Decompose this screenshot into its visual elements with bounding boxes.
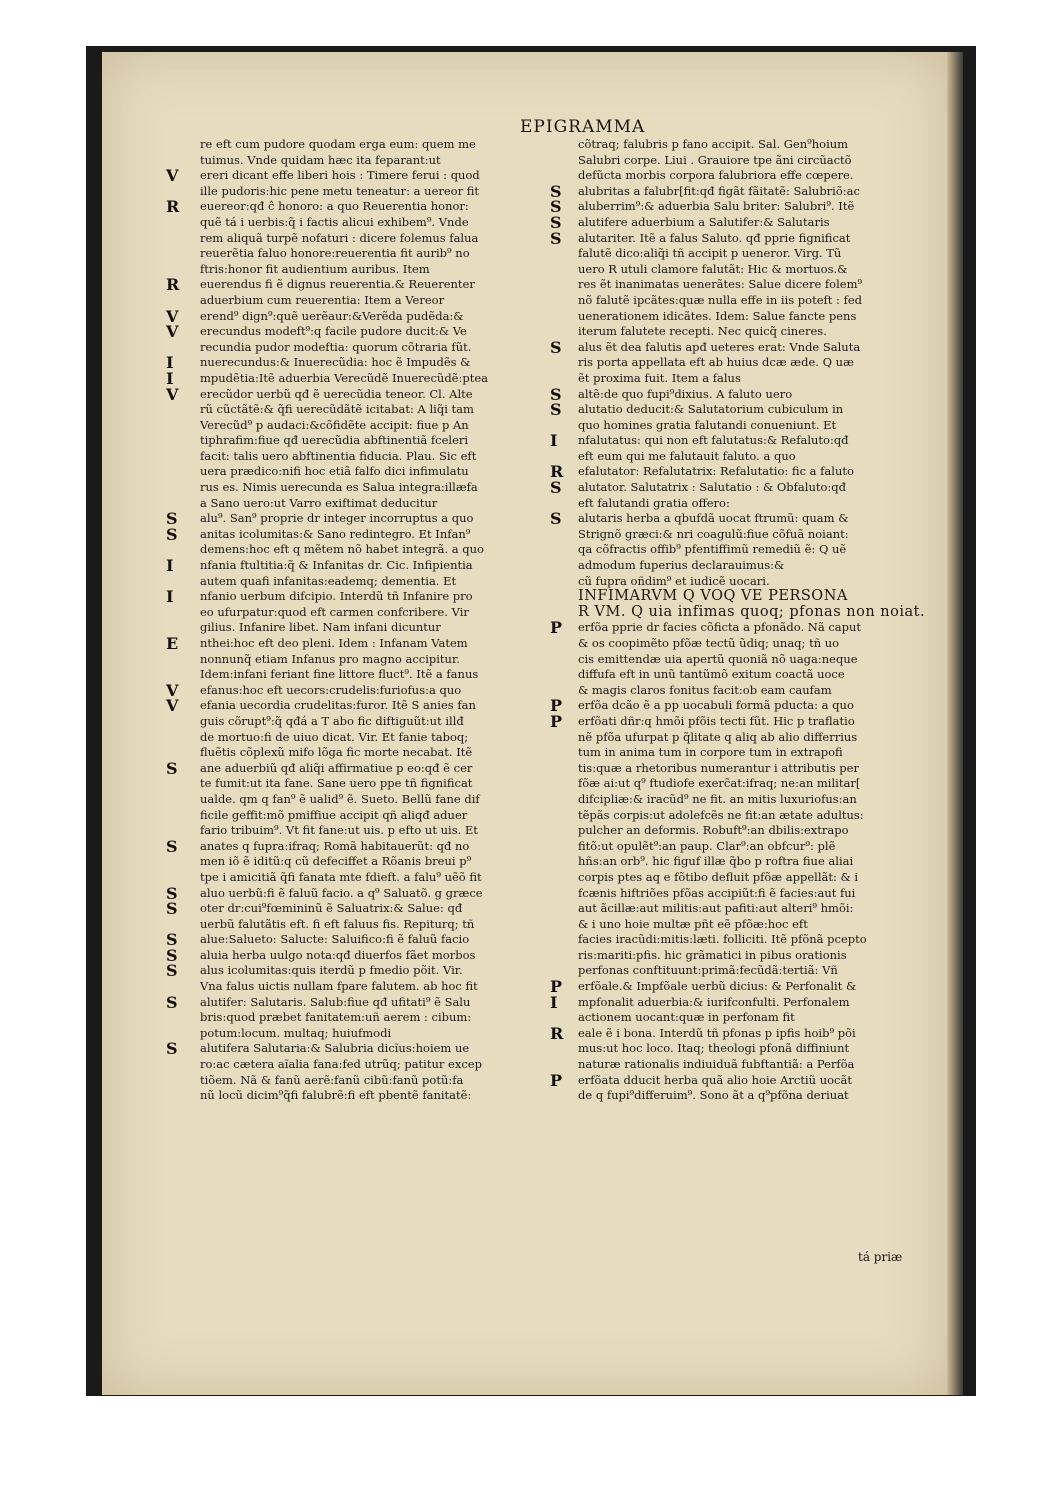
text-line xyxy=(200,137,548,153)
line-text: erfõale.& Impfõale uerbũ dicius: & Perfonalit & xyxy=(578,979,857,994)
line-text: ro:ac cætera aĩalia fana:fed utrũq; patitur excep xyxy=(200,1057,482,1072)
line-text: re eft cum pudore quodam erga eum: quem me xyxy=(200,137,476,151)
line-text: euerendus fi ẽ dignus reuerentia.& Reuerenter xyxy=(200,277,475,292)
line-text: fluẽtis cõplexũ mifo lõga fic morte necabat. Itẽ xyxy=(200,745,473,760)
marginal-initial: S xyxy=(166,883,178,903)
text-line xyxy=(578,293,930,309)
line-text: erecundus modeft⁹:q facile pudore ducit:& Ve xyxy=(200,324,467,339)
marginal-initial: S xyxy=(166,524,178,544)
line-text: alus icolumitas:quis iterdũ p fmedio põit. Vir. xyxy=(200,963,463,978)
text-line xyxy=(578,1010,930,1026)
text-line xyxy=(166,696,548,716)
text-line xyxy=(166,368,548,388)
line-text: fcænis hiftriões pfõas accipiũt:fi ẽ facies:aut fui xyxy=(578,885,856,900)
line-text: alutariter. Itẽ a falus Saluto. qđ pprie fignificat xyxy=(578,230,851,245)
marginal-initial: P xyxy=(550,977,563,997)
text-line xyxy=(578,667,930,683)
line-text: quẽ tá i uerbis:q̃ i factis alicui exhibem⁹. Vnde xyxy=(200,214,469,229)
marginal-initial: I xyxy=(550,992,558,1012)
line-text: tuimus. Vnde quidam hæc ita feparant:ut xyxy=(200,152,441,167)
marginal-initial: S xyxy=(550,478,562,498)
line-text: de q fupi⁹differuim⁹. Sono ãt a q⁹pfõna deriuat xyxy=(578,1088,849,1103)
line-text: reuerẽtia faluo honore:reuerentia fit aurib⁹ no xyxy=(200,246,470,261)
text-line xyxy=(578,324,930,340)
text-line xyxy=(578,730,930,746)
text-line xyxy=(578,948,930,964)
text-line xyxy=(200,184,548,200)
line-text: nfanio uerbum difcipio. Interdũ tñ Infanire pro xyxy=(200,589,473,604)
section-heading: R VM. Q uia infimas quoq; pfonas non noiat. xyxy=(578,604,926,620)
marginal-initial: V xyxy=(166,166,179,186)
text-line xyxy=(166,509,548,529)
line-text: men iõ ẽ iditũ:q cũ defeciffet a Rõanis breui p⁹ xyxy=(200,854,472,869)
text-line xyxy=(200,870,548,886)
text-line xyxy=(550,400,930,420)
line-text: uera prædico:nifi hoc etiã falfo dici infimulatu xyxy=(200,464,469,479)
text-line xyxy=(550,431,930,451)
text-line xyxy=(578,605,930,621)
line-text: Verecũd⁹ p audaci:&cõfidẽte accipit: fiue p An xyxy=(200,417,469,432)
line-text: ane aduerbiũ qđ aliq̃i affirmatiue p eo:qđ ẽ cer xyxy=(200,760,473,775)
line-text: erecũdor uerbũ qđ ẽ uerecũdia teneor. Cl. Alte xyxy=(200,386,473,401)
text-line xyxy=(578,932,930,948)
line-text: nfania ftultitia:q̃ & Infanitas dr. Cic. Infipientia xyxy=(200,558,473,573)
line-text: ris:mariti:pfis. hic grãmatici in pibus orationis xyxy=(578,947,847,962)
marginal-initial: S xyxy=(166,836,178,856)
text-line xyxy=(578,262,930,278)
line-text: de mortuo:fi de uiuo dicat. Vir. Et fanie taboq; xyxy=(200,729,469,744)
text-line xyxy=(200,542,548,558)
marginal-initial: I xyxy=(166,368,174,388)
line-text: eft eum qui me falutauit faluto. a quo xyxy=(578,448,796,463)
text-line xyxy=(550,711,930,731)
line-text: anitas icolumitas:& Sano redintegro. Et Infan⁹ xyxy=(200,526,471,541)
marginal-initial: S xyxy=(166,758,178,778)
text-line xyxy=(166,883,548,903)
text-line xyxy=(200,620,548,636)
line-text: Idem:infani feriant fine littore fluct⁹. Itẽ a fanus xyxy=(200,667,479,682)
text-line xyxy=(166,524,548,544)
text-line xyxy=(578,246,930,262)
text-line xyxy=(200,464,548,480)
text-line xyxy=(578,761,930,777)
marginal-initial: I xyxy=(550,431,558,451)
text-line xyxy=(578,917,930,933)
section-heading: INFIMARVM Q VOQ VE PERSONA xyxy=(578,589,848,605)
line-text: aluberrim⁹:& aduerbia Salu briter: Salubri⁹. Itẽ xyxy=(578,199,855,214)
line-text: cũ fupra oñdim⁹ et iudicẽ uocari. xyxy=(578,573,770,588)
line-text: tpe i amicitiã q̃fi fanata mte fdieft. a falu⁹ uẽõ fit xyxy=(200,869,482,884)
line-text: mpfonalit aduerbia:& iurifconfulti. Perfonalem xyxy=(578,994,850,1009)
text-line xyxy=(578,1057,930,1073)
text-line xyxy=(200,979,548,995)
line-text: tiphrafim:fiue qđ uerecũdia abftinentiã fceleri xyxy=(200,433,469,448)
left-text-column xyxy=(166,137,548,1104)
line-text: autem quafi infanitas:eademq; dementia. Et xyxy=(200,573,457,588)
line-text: alutifer: Salutaris. Salub:fiue qđ ufitati⁹ ẽ Salu xyxy=(200,994,471,1009)
marginal-initial: S xyxy=(166,992,178,1012)
text-line xyxy=(578,277,930,293)
text-line xyxy=(578,963,930,979)
text-line xyxy=(550,228,930,248)
marginal-initial: S xyxy=(550,228,562,248)
line-text: alubritas a falubr[fit:qđ figãt fãitatẽ: Salubriõ:ac xyxy=(578,183,860,198)
line-text: qa cõfractis offib⁹ pfentiffimũ remediũ ẽ: Q uẽ xyxy=(578,542,847,557)
marginal-initial: S xyxy=(166,899,178,919)
line-text: uero R utuli clamore falutãt: Hic & mortuos.& xyxy=(578,261,848,276)
text-line xyxy=(578,355,930,371)
text-line xyxy=(166,322,548,342)
text-line xyxy=(578,449,930,465)
line-text: alus ẽt dea falutis apđ ueteres erat: Vnde Saluta xyxy=(578,339,861,354)
text-line xyxy=(166,836,548,856)
text-line xyxy=(200,823,548,839)
line-text: erfõati dñr:q hmõi pfõis tecti fũt. Hic p traflatio xyxy=(578,713,855,728)
text-line xyxy=(550,197,930,217)
line-text: nõ falutẽ ipcãtes:quæ nulla effe in iis poteft : fed xyxy=(578,292,863,307)
line-text: efania uecordia crudelitas:furor. Itẽ S anies fan xyxy=(200,698,476,713)
line-text: recundia pudor modeftia: quorum cõtraria fũt. xyxy=(200,339,472,354)
line-text: alutatio deducit:& Salutatorium cubiculum in xyxy=(578,402,844,417)
text-line xyxy=(578,1041,930,1057)
text-line xyxy=(166,556,548,576)
line-text: alutifera Salutaria:& Salubria dicĩus:hoiem ue xyxy=(200,1041,470,1056)
line-text: efalutator: Refalutatrix: Refalutatio: fic a faluto xyxy=(578,464,854,479)
line-text: demens:hoc eft q mẽtem nõ habet integrã. a quo xyxy=(200,542,484,557)
line-text: nfalutatus: qui non eft falutatus:& Refaluto:qđ xyxy=(578,433,849,448)
line-text: alutator. Salutatrix : Salutatio : & Obfaluto:qđ xyxy=(578,480,846,495)
line-text: aluia herba uulgo nota:qđ diuerfos fãet morbos xyxy=(200,947,476,962)
line-text: ftris:honor fit audientium auribus. Item xyxy=(200,261,430,276)
line-text: alue:Salueto: Salucte: Saluifico:fi ẽ faluũ facio xyxy=(200,932,470,947)
text-line xyxy=(578,418,930,434)
line-text: hñs:an orb⁹. hic figuf illæ q̃bo p roftra fiue aliai xyxy=(578,854,854,869)
text-line xyxy=(166,1039,548,1059)
text-line xyxy=(578,168,930,184)
line-text: rem aliquã turpẽ nofaturi : dicere folemus falua xyxy=(200,230,479,245)
line-text: nũ locũ dicim⁹q̃fi falubrẽ:fi eft pbentẽ fanitatẽ: xyxy=(200,1088,472,1103)
marginal-initial: I xyxy=(166,353,174,373)
line-text: Salubri corpe. Liui . Grauiore tpe ãni circũactõ xyxy=(578,152,852,167)
line-text: efanus:hoc eft uecors:crudelis:furiofus:a quo xyxy=(200,682,462,697)
marginal-initial: S xyxy=(550,384,562,404)
text-line xyxy=(550,462,930,482)
text-line xyxy=(166,899,548,919)
marginal-initial: I xyxy=(166,587,174,607)
marginal-initial: R xyxy=(166,197,180,217)
marginal-initial: S xyxy=(166,509,178,529)
line-text: corpis ptes aq e fõtibo defluit pfõæ appellãt: & i xyxy=(578,869,859,884)
text-line xyxy=(200,449,548,465)
line-text: erfõa dcão ẽ a pp uocabuli formã pducta: a quo xyxy=(578,698,854,713)
marginal-initial: P xyxy=(550,696,563,716)
text-line xyxy=(578,854,930,870)
text-line xyxy=(550,181,930,201)
text-line xyxy=(166,166,548,186)
marginal-initial: V xyxy=(166,322,179,342)
text-line xyxy=(200,792,548,808)
text-line xyxy=(578,542,930,558)
marginal-initial: S xyxy=(166,945,178,965)
text-line xyxy=(166,945,548,965)
text-line xyxy=(550,977,930,997)
line-text: fario tribuim⁹. Vt fit fane:ut uis. p efto ut uis. Et xyxy=(200,823,478,838)
text-line xyxy=(200,652,548,668)
text-line xyxy=(550,478,930,498)
text-line xyxy=(550,509,930,529)
text-line xyxy=(200,340,548,356)
line-text: Vna falus uictis nullam fpare falutem. ab hoc fit xyxy=(200,979,478,994)
line-text: rus es. Nimis uerecunda es Salua integra:illæfa xyxy=(200,480,478,495)
text-line xyxy=(578,776,930,792)
marginal-initial: S xyxy=(550,400,562,420)
line-text: pulcher an deformis. Robuft⁹:an dbilis:extrapo xyxy=(578,823,849,838)
line-text: naturæ rationalis indiuiduã fubftantiã: a Perfõa xyxy=(578,1057,855,1072)
text-line xyxy=(166,353,548,373)
line-text: mus:ut hoc loco. Itaq; theologi pfonã diffiniunt xyxy=(578,1041,850,1056)
text-line xyxy=(550,618,930,638)
line-text: iterum falutete recepti. Nec quicq̃ cineres. xyxy=(578,324,827,339)
text-line xyxy=(166,587,548,607)
line-text: & os coopimẽto pfõæ tectũ ũdiq; unaq; tñ uo xyxy=(578,636,840,650)
line-text: alutaris herba a qbufdã uocat ftrumũ: quam & xyxy=(578,511,849,526)
text-line xyxy=(200,1057,548,1073)
catchword: tá priæ xyxy=(858,1250,903,1264)
marginal-initial: R xyxy=(550,462,564,482)
line-text: tis:quæ a rhetoribus numerantur i attributis per xyxy=(578,760,859,775)
text-line xyxy=(166,992,548,1012)
line-text: aluo uerbũ:fi ẽ faluũ facio. a q⁹ Saluatõ. g græce xyxy=(200,885,483,900)
line-text: falutẽ dico:aliq̃i tñ accipit p ueneror. Virg. Tũ xyxy=(578,246,842,261)
text-line xyxy=(578,496,930,512)
text-line xyxy=(200,917,548,933)
line-text: anates q fupra:ifraq; Romã habitauerũt: qđ no xyxy=(200,838,470,853)
line-text: Strignõ græci:& nri coagulũ:fiue cõfuã noiant: xyxy=(578,526,849,541)
text-line xyxy=(200,574,548,590)
line-text: ille pudoris:hic pene metu teneatur: a uereor fit xyxy=(200,183,480,198)
text-line xyxy=(550,212,930,232)
text-line xyxy=(200,293,548,309)
marginal-initial: S xyxy=(550,509,562,529)
text-line xyxy=(200,667,548,683)
text-line xyxy=(578,886,930,902)
text-line xyxy=(578,636,930,652)
line-text: te fumit:ut ita fane. Sane uero ppe tñ fignificat xyxy=(200,776,473,791)
line-text: erend⁹ dign⁹:quẽ uerẽaur:&Verẽda pudẽda:& xyxy=(200,308,464,323)
marginal-initial: V xyxy=(166,680,179,700)
text-line xyxy=(578,309,930,325)
line-text: aduerbium cum reuerentia: Item a Vereor xyxy=(200,292,445,307)
text-line xyxy=(200,153,548,169)
line-text: & i uno hoie multæ pñt eẽ pfõæ:hoc eft xyxy=(578,916,808,931)
text-line xyxy=(200,854,548,870)
line-text: ualde. qm q fan⁹ ẽ ualid⁹ ẽ. Sueto. Bellũ fane dif xyxy=(200,791,480,806)
marginal-initial: P xyxy=(550,618,563,638)
text-line xyxy=(200,215,548,231)
marginal-initial: E xyxy=(166,634,179,653)
text-line xyxy=(578,745,930,761)
line-text: tiõem. Nã & fanũ aerẽ:fanũ cibũ:fanũ potũ:fa xyxy=(200,1072,464,1087)
text-line xyxy=(550,337,930,357)
marginal-initial: S xyxy=(550,181,562,201)
page-edge xyxy=(947,52,963,1395)
text-line xyxy=(200,1088,548,1104)
marginal-initial: S xyxy=(550,197,562,217)
right-text-column xyxy=(550,137,930,1104)
text-line xyxy=(166,680,548,700)
marginal-initial: S xyxy=(166,930,178,950)
line-text: defũcta morbis corpora falubriora effe cœpere. xyxy=(578,168,854,183)
text-line xyxy=(578,808,930,824)
marginal-initial: S xyxy=(166,1039,178,1059)
line-text: oter dr:cui⁹fœmininũ ẽ Saluatrix:& Salue: qđ xyxy=(200,901,463,916)
line-text: a Sano uero:ut Varro exiftimat deducitur xyxy=(200,495,438,510)
line-text: erfõa pprie dr facies cõficta a pfonãdo. Nã caput xyxy=(578,620,862,635)
text-line xyxy=(200,1026,548,1042)
marginal-initial: V xyxy=(166,384,179,404)
text-line xyxy=(200,231,548,247)
line-text: cõtraq; falubris p fano accipit. Sal. Gen⁹hoium xyxy=(578,137,849,151)
marginal-initial: S xyxy=(550,212,562,232)
text-line xyxy=(550,384,930,404)
line-text: quo homines gratia falutandi conueniunt. Et xyxy=(578,417,837,432)
line-text: ereri dicant effe liberi hois : Timere ferui : quod xyxy=(200,168,480,183)
line-text: nuerecundus:& Inuerecũdia: hoc ẽ Impudẽs & xyxy=(200,355,471,370)
text-line xyxy=(578,558,930,574)
line-text: gilius. Infanire libet. Nam infani dicuntur xyxy=(200,620,441,635)
line-text: euereor:qđ ĉ honoro: a quo Reuerentia honor: xyxy=(200,199,469,214)
text-line xyxy=(166,275,548,295)
line-text: actionem uocant:quæ in perfonam fit xyxy=(578,1010,795,1025)
line-text: facit: talis uero abftinentia fiducia. Plau. Sic eft xyxy=(200,448,477,463)
marginal-initial: P xyxy=(550,711,563,731)
line-text: nonnunq̃ etiam Infanus pro magno accipitur. xyxy=(200,651,460,666)
line-text: uerbũ falutãtis eft. fi eft faluus fis. Repiturq; tñ xyxy=(200,916,475,931)
text-line xyxy=(166,384,548,404)
line-text: mpudẽtia:Itẽ aduerbia Verecũdẽ Inuerecũdẽ:ptea xyxy=(200,370,488,385)
text-line xyxy=(578,792,930,808)
line-text: alutifere aduerbium a Salutifer:& Salutaris xyxy=(578,214,830,229)
text-line xyxy=(200,402,548,418)
line-text: & magis claros fonitus facit:ob eam caufam xyxy=(578,682,832,697)
text-line xyxy=(578,839,930,855)
text-line xyxy=(578,153,930,169)
text-line xyxy=(200,745,548,761)
line-text: tẽpãs corpis:ut adolefcẽs ne fit:an ætate adultus: xyxy=(578,807,864,822)
line-text: altẽ:de quo fupi⁹dixius. A faluto uero xyxy=(578,386,793,401)
line-text: diffufa eft in unũ tantũmõ exitum coactã uoce xyxy=(578,667,845,682)
line-text: rũ cũctãtẽ:& q̃fi uerecũdãtẽ icitabat: A liq̃i tam xyxy=(200,402,474,417)
marginal-initial: S xyxy=(166,961,178,981)
marginal-initial: V xyxy=(166,696,179,716)
text-line xyxy=(166,961,548,981)
text-line xyxy=(200,808,548,824)
line-text: guis cõrupt⁹:q̃ qđá a T abo fic diftiguũt:ut illđ xyxy=(200,713,464,728)
line-text: difcipliæ:& iracũd⁹ ne fit. an mitis luxuriofus:an xyxy=(578,791,857,806)
text-line xyxy=(166,634,548,653)
line-text: erfõata dducit herba quã alio hoie Arctiũ uocãt xyxy=(578,1072,852,1087)
marginal-initial: V xyxy=(166,306,179,326)
text-line xyxy=(200,262,548,278)
text-line xyxy=(200,1010,548,1026)
text-line xyxy=(550,696,930,716)
text-line xyxy=(200,714,548,730)
text-line xyxy=(200,246,548,262)
line-text: eale ẽ i bona. Interdũ tñ pfonas p ipfis hoib⁹ põi xyxy=(578,1025,856,1040)
text-line xyxy=(578,527,930,543)
text-line xyxy=(200,605,548,621)
line-text: ficile geffit:mõ pmiffiue accipit qñ aliqđ aduer xyxy=(200,807,468,822)
line-text: fõæ ai:ut q⁹ ftudiofe exerc̃at:ifraq; ne:an militar[ xyxy=(578,776,861,791)
text-line xyxy=(578,683,930,699)
text-line xyxy=(200,730,548,746)
text-line xyxy=(200,433,548,449)
text-line xyxy=(578,823,930,839)
marginal-initial: I xyxy=(166,556,174,576)
text-line xyxy=(578,870,930,886)
text-line xyxy=(578,652,930,668)
text-line xyxy=(578,574,930,590)
text-line xyxy=(578,137,930,153)
line-text: potum:locum. multaq; huiufmodi xyxy=(200,1025,392,1040)
line-text: aut ãcillæ:aut militis:aut pafiti:aut alteri⁹ hmõi: xyxy=(578,901,854,916)
line-text: fitõ:ut opulẽt⁹:an paup. Clar⁹:an obfcur⁹: plẽ xyxy=(578,838,836,853)
text-line xyxy=(550,1023,930,1043)
line-text: alu⁹. San⁹ proprie dr integer incorruptus a quo xyxy=(200,511,474,526)
line-text: ris porta appellata eft ab huius dcæ æde. Q uæ xyxy=(578,355,854,370)
line-text: nẽ pfõa ufurpat p q̃litate q aliq ab alio differrius xyxy=(578,729,858,744)
text-line xyxy=(578,371,930,387)
text-line xyxy=(200,496,548,512)
text-line xyxy=(200,1073,548,1089)
line-text: tum in anima tum in corpore tum in extrapofi xyxy=(578,745,843,760)
text-line xyxy=(200,776,548,792)
text-line xyxy=(200,418,548,434)
text-line xyxy=(166,758,548,778)
text-line xyxy=(166,197,548,217)
line-text: cis emittendæ uia apertũ quoniã nõ uaga:neque xyxy=(578,651,858,666)
text-line xyxy=(166,930,548,950)
marginal-initial: R xyxy=(550,1023,564,1043)
text-line xyxy=(578,901,930,917)
line-text: eo ufurpatur:quod eft carmen confcribere. Vir xyxy=(200,604,469,619)
marginal-initial: R xyxy=(166,275,180,295)
line-text: admodum fuperius declarauimus:& xyxy=(578,558,785,573)
line-text: bris:quod præbet fanitatem:uñ aerem : cibum: xyxy=(200,1010,472,1025)
text-line xyxy=(550,992,930,1012)
line-text: ẽt proxima fuit. Item a falus xyxy=(578,370,741,385)
text-line xyxy=(578,589,930,605)
marginal-initial: P xyxy=(550,1070,563,1090)
line-text: res ẽt inanimatas uenerãtes: Salue dicere folem⁹ xyxy=(578,277,863,292)
running-head: EPIGRAMMA xyxy=(520,117,646,137)
text-line xyxy=(550,1070,930,1090)
line-text: uenerationem idicãtes. Idem: Salue fancte pens xyxy=(578,308,857,323)
line-text: perfonas conftituunt:primã:fecũdã:tertiã: Vñ xyxy=(578,963,838,978)
text-line xyxy=(200,480,548,496)
line-text: eft falutandi gratia offero: xyxy=(578,495,730,510)
marginal-initial: S xyxy=(550,337,562,357)
text-line xyxy=(578,1088,930,1104)
line-text: nthei:hoc eft deo pleni. Idem : Infanam Vatem xyxy=(200,636,468,650)
line-text: facies iracũdi:mitis:læti. folliciti. Itẽ pfõnã pcepto xyxy=(578,932,867,947)
text-line xyxy=(166,306,548,326)
